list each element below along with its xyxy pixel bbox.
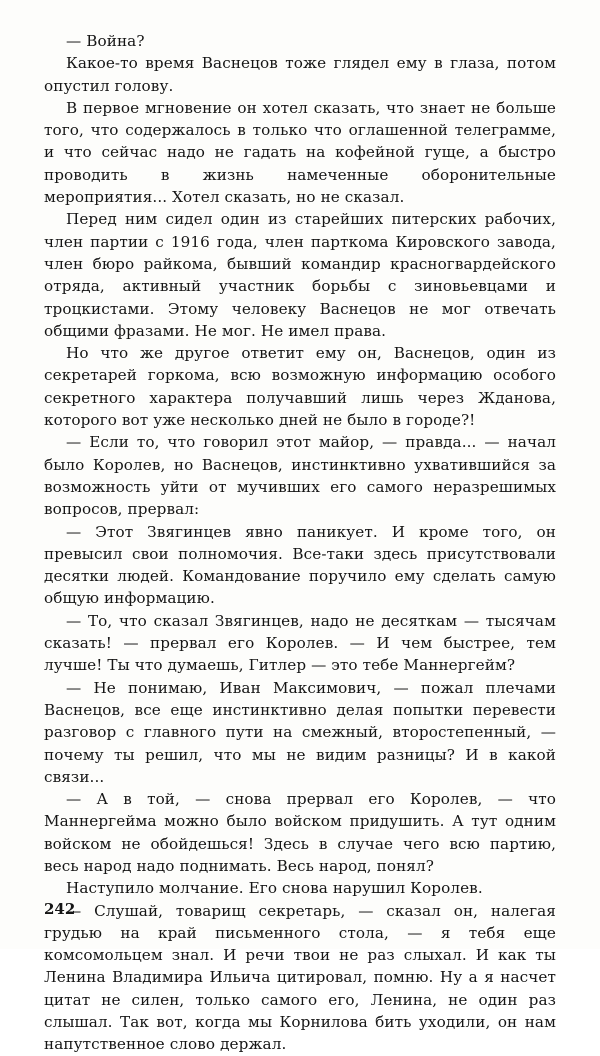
paragraph-6: — Если то, что говорил этот майор, — правда... — начал было Королев, но Васнецов, инстинктивно ухватившийся за возможность уйти от мучивших его самого неразрешимых вопросов, прервал: <box>44 433 556 519</box>
paragraph-9: — Не понимаю, Иван Максимович, — пожал плечами Васнецов, все еще инстинктивно делая попытки перевести разговор с главного пути на смежный, второстепенный, — почему ты решил, что мы не видим разницы? И в какой связи... <box>44 678 556 786</box>
paragraph-1: — Война? <box>66 32 145 50</box>
paragraph-10: — А в той, — снова прервал его Королев, — что Маннергейма можно было войском придушить. А тут одним войском не обойдешься! Здесь в случае чего всю партию, весь народ надо поднимать. Весь народ, понял? <box>44 790 556 875</box>
paragraph-4: Перед ним сидел один из старейших питерских рабочих, член партии с 1916 года, член парткома Кировского завода, член бюро райкома, бывший командир красногвардейского отряда, активный участник борьбы с зиновьевцами и троцкистами. Этому человеку Васнецов не мог отвечать общими фразами. Не мог. Не имел права. <box>44 210 556 340</box>
paragraph-5: Но что же другое ответит ему он, Васнецов, один из секретарей горкома, всю возможную информацию особого секретного характера получавший лишь через Жданова, которого вот уже несколько дней не было в городе?! <box>44 344 556 430</box>
page-text <box>44 30 556 1056</box>
paragraph-12: — Слушай, товарищ секретарь, — сказал он, налегая грудью на край письменного стола, — я тебя еще комсомольцем знал. И речи твои не раз слыхал. И как ты Ленина Владимира Ильича цитировал, помню. Ну а я насчет цитат не силен, только самого его, Ленина, не один раз слышал. Так вот, когда мы Корнилова бить уходили, он нам напутственное слово держал. <box>44 901 556 1054</box>
paragraph-11: Наступило молчание. Его снова нарушил Королев. <box>66 879 483 898</box>
paragraph-3: В первое мгновение он хотел сказать, что знает не больше того, что содержалось в только что оглашенной телеграмме, и что сейчас надо не гадать на кофейной гуще, а быстро проводить в жизнь намеченные оборонительные мероприятия... Хотел сказать, но не сказал. <box>44 98 556 207</box>
paragraph-8: — То, что сказал Звягинцев, надо не десяткам — тысячам сказать! — прервал его Королев. — И чем быстрее, тем лучше! Ты что думаешь, Гитлер — это тебе Маннергейм? <box>44 611 556 675</box>
paragraph-2: Какое-то время Васнецов тоже глядел ему в глаза, потом опустил голову. <box>44 54 556 95</box>
page-number: 242 <box>44 900 76 918</box>
paragraph-7: — Этот Звягинцев явно паникует. И кроме того, он превысил свои полномочия. Все-таки здесь присутствовали десятки людей. Командование поручило ему сделать самую общую информацию. <box>44 522 556 608</box>
